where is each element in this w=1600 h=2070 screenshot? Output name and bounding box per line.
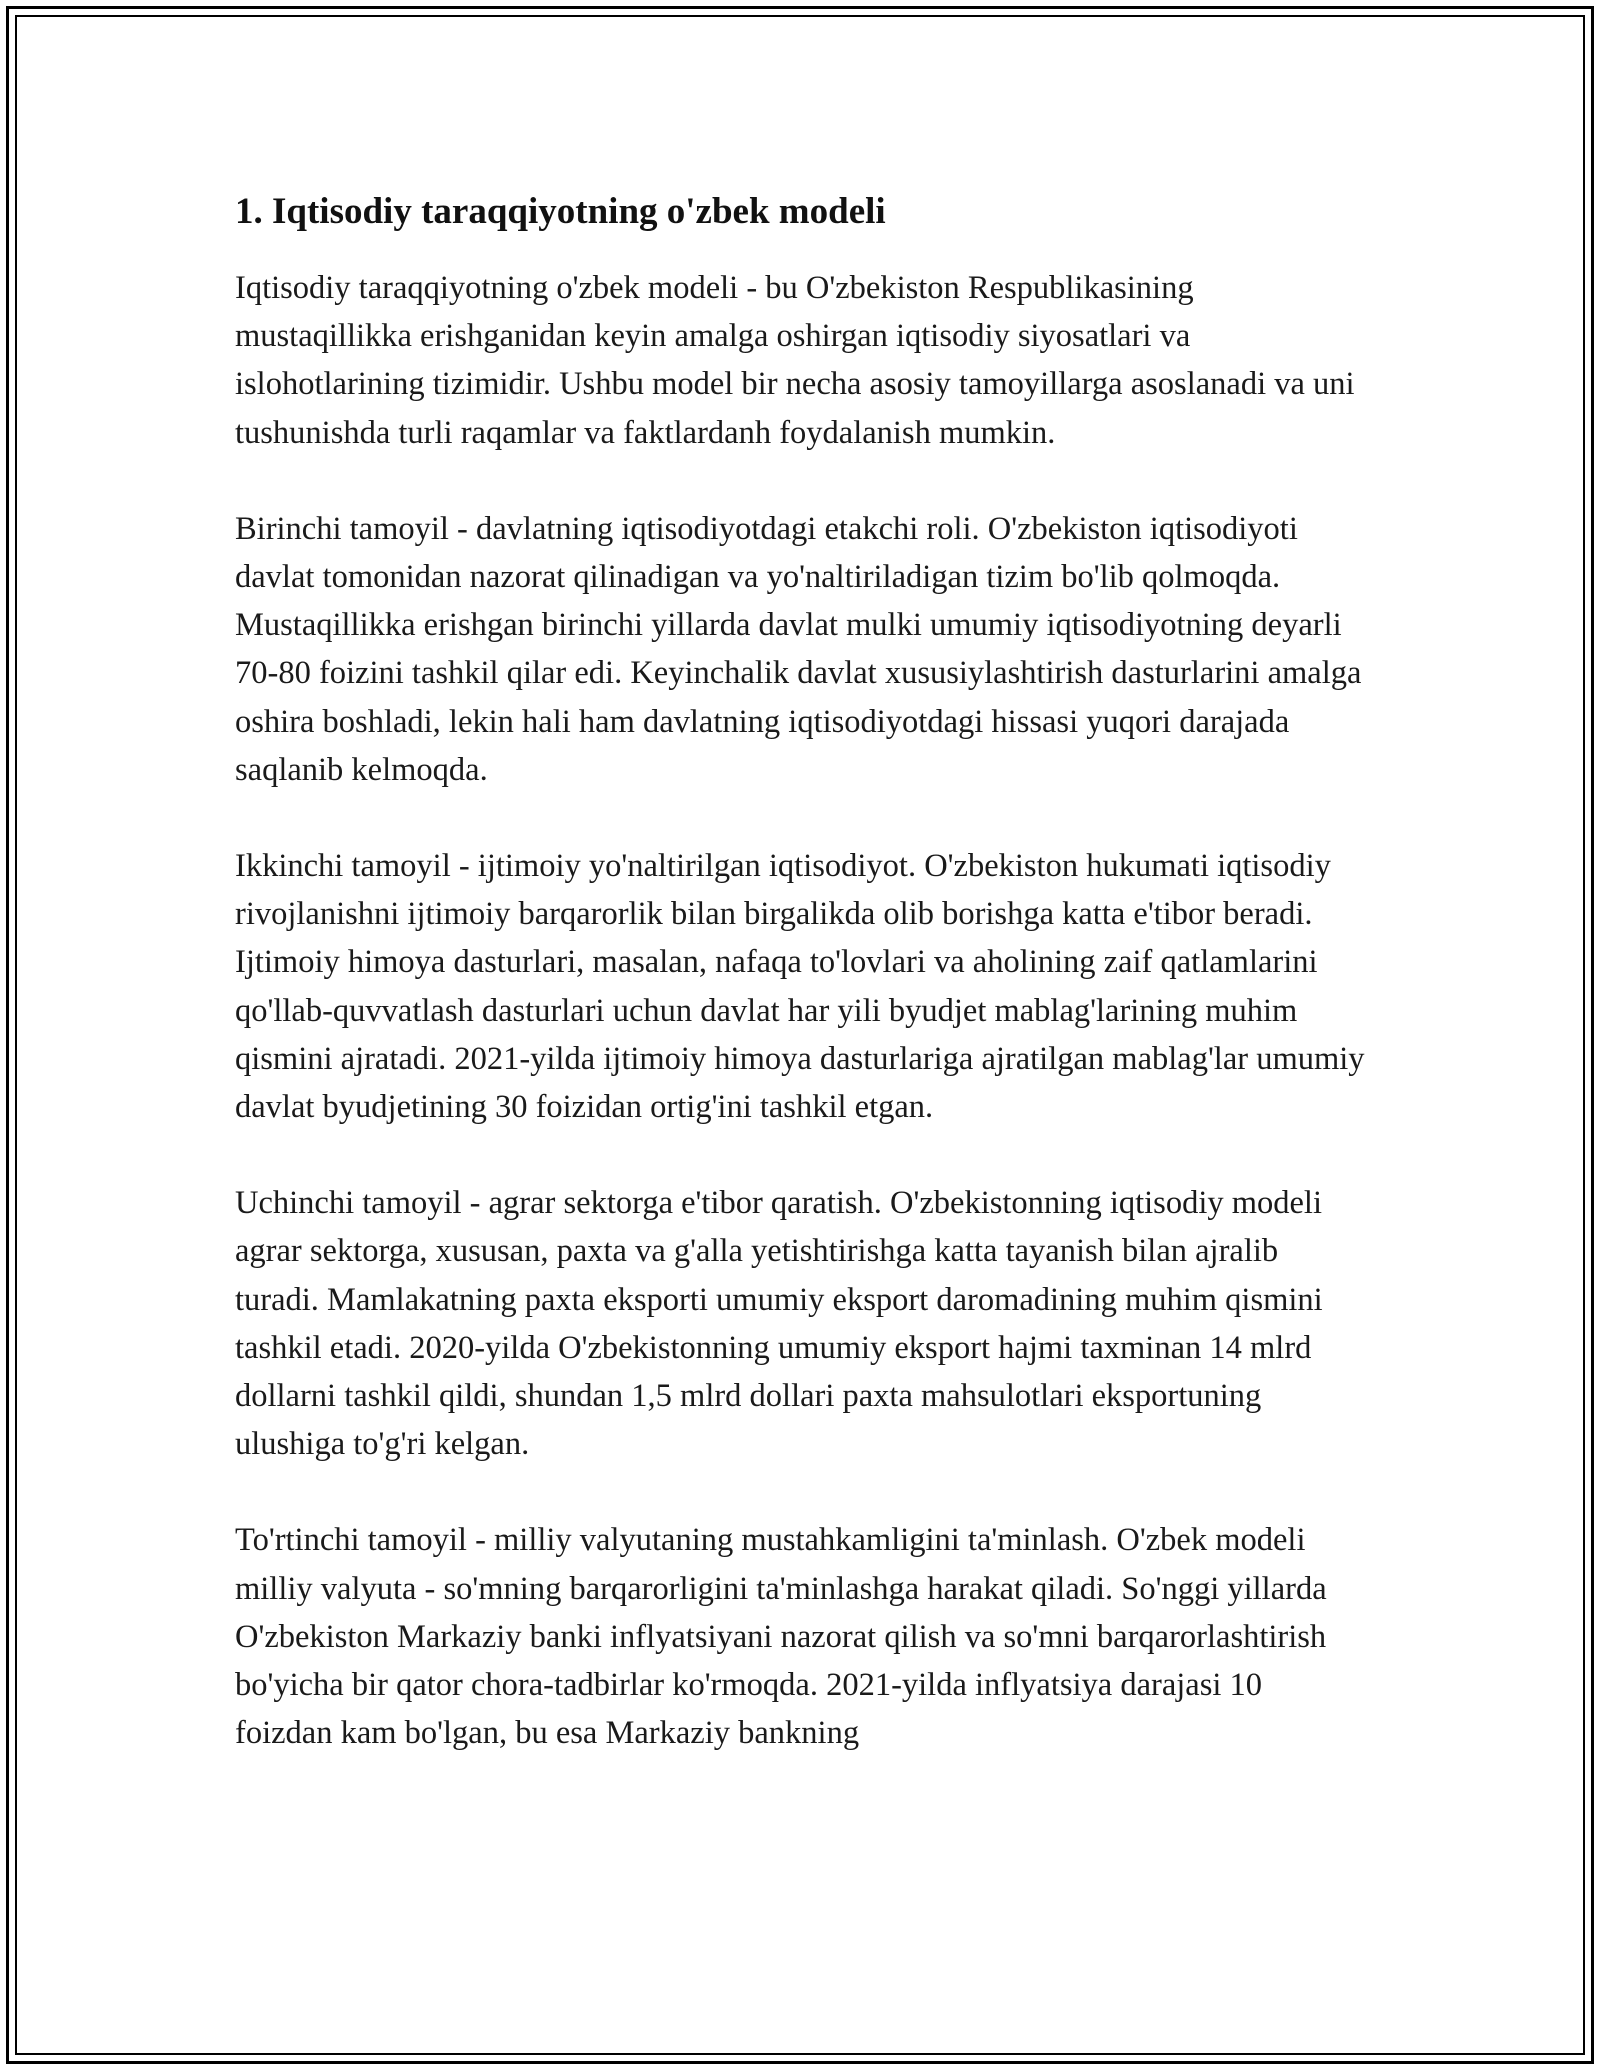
- paragraph-first-principle: Birinchi tamoyil - davlatning iqtisodiyotdagi etakchi roli. O'zbekiston iqtisodiyoti davlat tomonidan nazorat qilinadigan va yo'naltiriladigan tizim bo'lib qolmoqda. Mustaqillikka erishgan birinchi yillarda davlat mulki umumiy iqtisodiyotning deyarli 70-80 foizini tashkil qilar edi. Keyinchalik davlat xususiylashtirish dasturlarini amalga oshira boshladi, lekin hali ham davlatning iqtisodiyotdagi hissasi yuqori darajada saqlanib kelmoqda.: [235, 510, 1362, 788]
- paragraph-second-principle: Ikkinchi tamoyil - ijtimoiy yo'naltirilgan iqtisodiyot. O'zbekiston hukumati iqtisodiy rivojlanishni ijtimoiy barqarorlik bilan birgalikda olib borishga katta e'tibor beradi. Ijtimoiy himoya dasturlari, masalan, nafaqa to'lovlari va aholining zaif qatlamlarini qo'llab-quvvatlash dasturlari uchun davlat har yili byudjet mablag'larining muhim qismini ajratadi. 2021-yilda ijtimoiy himoya dasturlariga ajratilgan mablag'lar umumiy davlat byudjetining 30 foizidan ortig'ini tashkil etgan.: [235, 848, 1365, 1126]
- document-body: [235, 188, 1365, 1805]
- paragraph-third-principle: Uchinchi tamoyil - agrar sektorga e'tibor qaratish. O'zbekistonning iqtisodiy modeli agrar sektorga, xususan, paxta va g'alla yetishtirishga katta tayanish bilan ajralib turadi. Mamlakatning paxta eksporti umumiy eksport daromadining muhim qismini tashkil etadi. 2020-yilda O'zbekistonning umumiy eksport hajmi taxminan 14 mlrd dollarni tashkil qildi, shundan 1,5 mlrd dollari paxta mahsulotlari eksportuning ulushiga to'g'ri kelgan.: [235, 1185, 1323, 1463]
- paragraph-fourth-principle: To'rtinchi tamoyil - milliy valyutaning mustahkamligini ta'minlash. O'zbek modeli milliy valyuta - so'mning barqarorligini ta'minlashga harakat qiladi. So'nggi yillarda O'zbekiston Markaziy banki inflyatsiyani nazorat qilish va so'mni barqarorlashtirish bo'yicha bir qator chora-tadbirlar ko'rmoqda. 2021-yilda inflyatsiya darajasi 10 foizdan kam bo'lgan, bu esa Markaziy bankning: [235, 1522, 1327, 1752]
- section-title: 1. Iqtisodiy taraqqiyotning o'zbek modeli: [235, 191, 886, 232]
- paragraph-intro: Iqtisodiy taraqqiyotning o'zbek modeli - bu O'zbekiston Respublikasining mustaqillikka erishganidan keyin amalga oshirgan iqtisodiy siyosatlari va islohotlarining tizimidir. Ushbu model bir necha asosiy tamoyillarga asoslanadi va uni tushunishda turli raqamlar va faktlardanh foydalanish mumkin.: [235, 270, 1355, 451]
